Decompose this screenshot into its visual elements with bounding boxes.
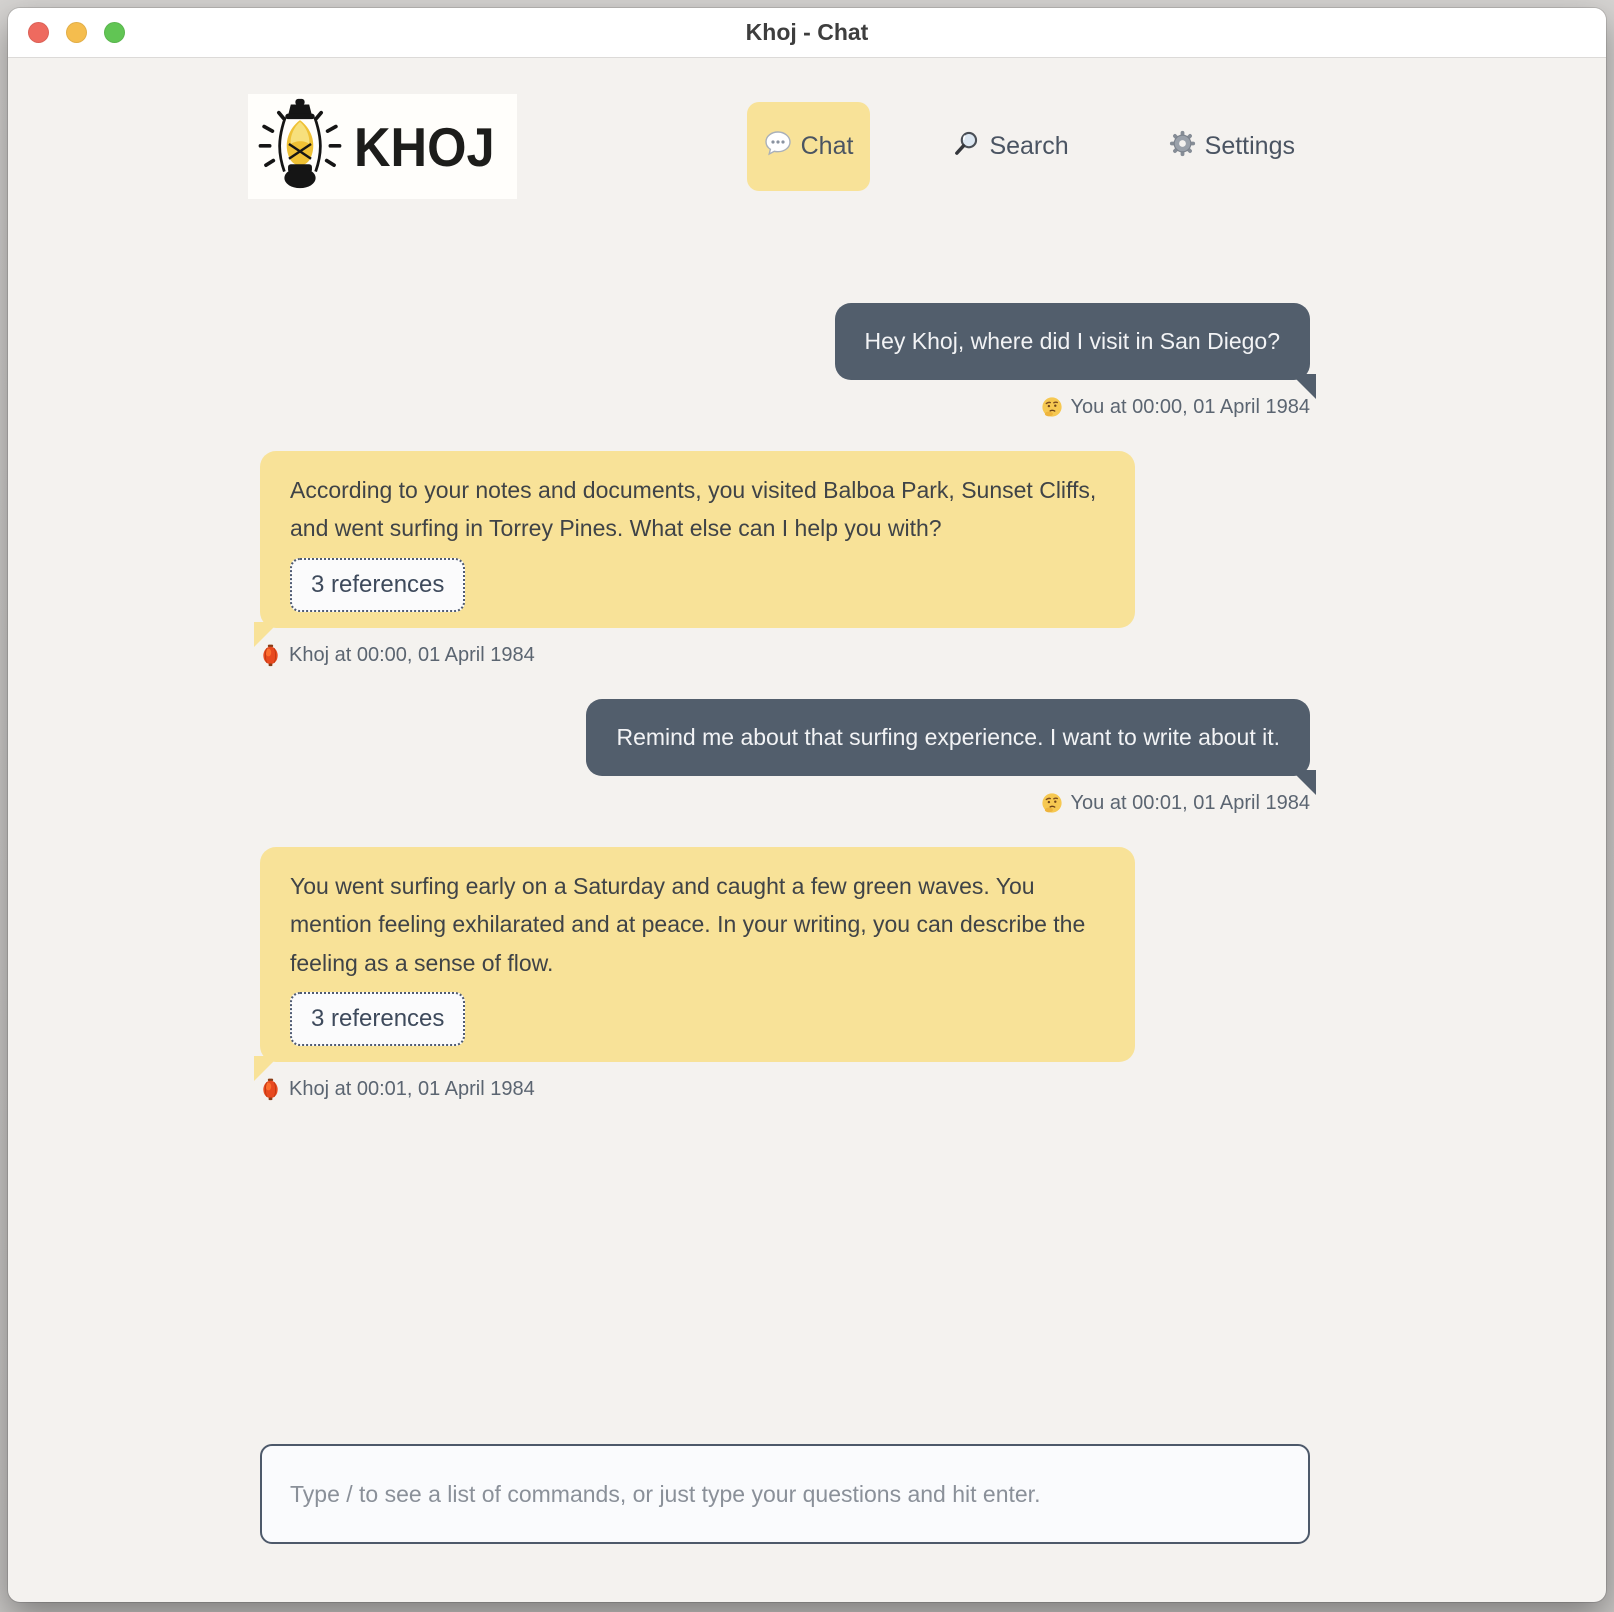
message-meta <box>260 644 535 667</box>
speech-balloon-icon <box>764 129 792 164</box>
tab-search[interactable] <box>936 103 1085 191</box>
tab-search-label: Search <box>989 132 1069 160</box>
references-expand-button[interactable]: 3 references <box>290 558 465 612</box>
tab-chat-label: Chat <box>800 132 854 160</box>
tab-settings[interactable] <box>1152 103 1312 191</box>
header <box>248 94 1312 199</box>
message-meta-text: Khoj at 00:00, 01 April 1984 <box>289 643 535 666</box>
tab-chat[interactable] <box>747 102 871 191</box>
composer <box>260 1404 1310 1544</box>
chat-message-khoj <box>260 451 1135 628</box>
message-meta-text: You at 00:00, 01 April 1984 <box>1070 395 1310 418</box>
thinking-face-icon <box>1041 396 1063 418</box>
chat-history <box>260 303 1310 1133</box>
zoom-window-button[interactable] <box>104 22 125 43</box>
message-meta <box>1041 792 1310 815</box>
main-content <box>8 58 1606 1602</box>
magnifier-icon <box>953 130 980 164</box>
message-group-you <box>260 303 1310 419</box>
app-window <box>8 8 1606 1602</box>
message-meta <box>1041 396 1310 419</box>
chat-input[interactable] <box>260 1444 1310 1544</box>
tab-settings-label: Settings <box>1204 132 1295 160</box>
message-text: You went surfing early on a Saturday and caught a few green waves. You mention feeling exhilarated and at peace. In your writing, you can describe the feeling as a sense of flow. <box>290 872 1086 976</box>
window-title: Khoj - Chat <box>745 19 869 45</box>
titlebar <box>8 8 1606 58</box>
primary-nav <box>747 102 1312 191</box>
thinking-face-icon <box>1041 792 1063 814</box>
red-lantern-icon <box>260 644 281 667</box>
close-window-button[interactable] <box>28 22 49 43</box>
lantern-logo-icon <box>252 98 348 195</box>
chat-message-you <box>586 699 1310 776</box>
message-group-khoj <box>260 847 1310 1102</box>
message-meta-text: Khoj at 00:01, 01 April 1984 <box>289 1078 535 1101</box>
references-expand-button[interactable]: 3 references <box>290 992 465 1046</box>
message-group-you <box>260 699 1310 815</box>
message-group-khoj <box>260 451 1310 667</box>
message-meta <box>260 1078 535 1101</box>
traffic-lights <box>28 8 125 57</box>
logo-wordmark: KHOJ <box>354 115 495 178</box>
message-text: Hey Khoj, where did I visit in San Diego? <box>864 328 1280 354</box>
khoj-logo[interactable] <box>248 94 517 199</box>
gear-icon <box>1169 130 1196 164</box>
minimize-window-button[interactable] <box>66 22 87 43</box>
chat-message-khoj <box>260 847 1135 1063</box>
chat-message-you <box>835 303 1311 380</box>
message-meta-text: You at 00:01, 01 April 1984 <box>1070 791 1310 814</box>
message-text: According to your notes and documents, you visited Balboa Park, Sunset Cliffs, and went surfing in Torrey Pines. What else can I help you with? <box>290 476 1097 542</box>
red-lantern-icon <box>260 1078 281 1101</box>
message-text: Remind me about that surfing experience. I want to write about it. <box>616 723 1280 750</box>
